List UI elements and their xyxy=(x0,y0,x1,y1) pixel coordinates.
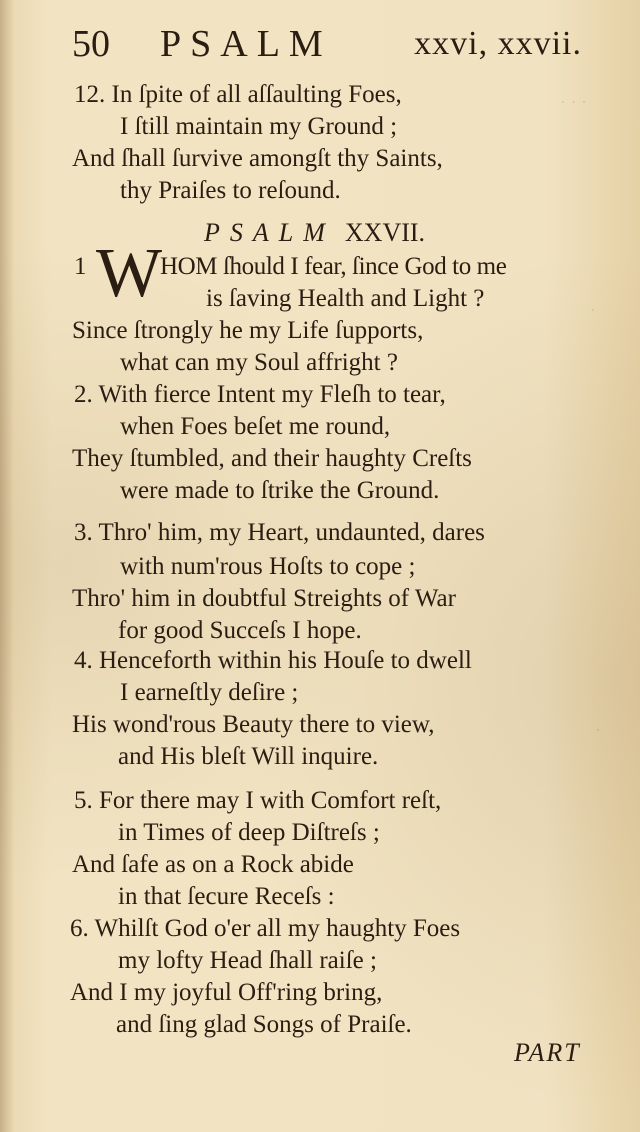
psalm-references: xxvi, xxvii. xyxy=(414,25,582,62)
psalm-heading-number: XXVII. xyxy=(344,218,426,247)
verse-line: 4. Henceforth within his Houſe to dwell xyxy=(74,647,472,674)
catchword: PART xyxy=(514,1038,581,1067)
verse-line: Since ſtrongly he my Life ſupports, xyxy=(72,317,424,344)
drop-cap: W xyxy=(96,235,163,312)
running-title: PSALM xyxy=(160,23,332,65)
verse-line: They ſtumbled, and their haughty Creſts xyxy=(72,445,472,472)
verse-line: I earneſtly deſire ; xyxy=(120,679,299,706)
psalm-heading-word: PSALM xyxy=(204,218,335,247)
bleed-through-mark: · xyxy=(595,720,601,740)
verse-line: and His bleſt Will inquire. xyxy=(118,743,379,770)
running-header xyxy=(72,22,582,66)
verse-line: in Times of deep Diſtreſs ; xyxy=(118,819,380,846)
page-spine-shadow xyxy=(0,0,14,1132)
verse-line: 6. Whilſt God o'er all my haughty Foes xyxy=(70,915,461,942)
verse-line: And ſafe as on a Rock abide xyxy=(72,851,354,878)
verse-line: in that ſecure Receſs : xyxy=(118,883,335,910)
verse-line: 12. In ſpite of all aſſaulting Foes, xyxy=(74,81,402,108)
verse-number: 1 xyxy=(74,253,87,280)
verse-line: 2. With fierce Intent my Fleſh to tear, xyxy=(74,381,446,408)
verse-line: And I my joyful Off'ring bring, xyxy=(70,979,383,1006)
verse-line: for good Succeſs I hope. xyxy=(118,617,362,644)
verse-line: and ſing glad Songs of Praiſe. xyxy=(116,1011,412,1038)
bleed-through-mark: · xyxy=(590,300,596,320)
verse-line: what can my Soul affright ? xyxy=(120,349,398,376)
verse-line: 5. For there may I with Comfort reſt, xyxy=(74,787,442,814)
bleed-through-mark: · · · xyxy=(560,92,587,112)
verse-line: thy Praiſes to reſound. xyxy=(120,177,341,204)
verse-line: And ſhall ſurvive amongſt thy Saints, xyxy=(72,145,443,172)
page-number: 50 xyxy=(72,23,110,65)
verse-line: my lofty Head ſhall raiſe ; xyxy=(118,947,377,974)
verse-line: Thro' him in doubtful Streights of War xyxy=(72,585,456,612)
verse-line: when Foes beſet me round, xyxy=(120,413,391,440)
verse-line: I ſtill maintain my Ground ; xyxy=(120,113,398,140)
verse-line: with num'rous Hoſts to cope ; xyxy=(120,553,416,580)
psalm-heading xyxy=(204,218,425,248)
verse-line: His wond'rous Beauty there to view, xyxy=(72,711,435,738)
verse-line: HOM ſhould I fear, ſince God to me xyxy=(160,253,507,280)
verse-line: 3. Thro' him, my Heart, undaunted, dares xyxy=(74,519,485,546)
verse-line: is ſaving Health and Light ? xyxy=(206,285,485,312)
verse-line: were made to ſtrike the Ground. xyxy=(120,477,440,504)
